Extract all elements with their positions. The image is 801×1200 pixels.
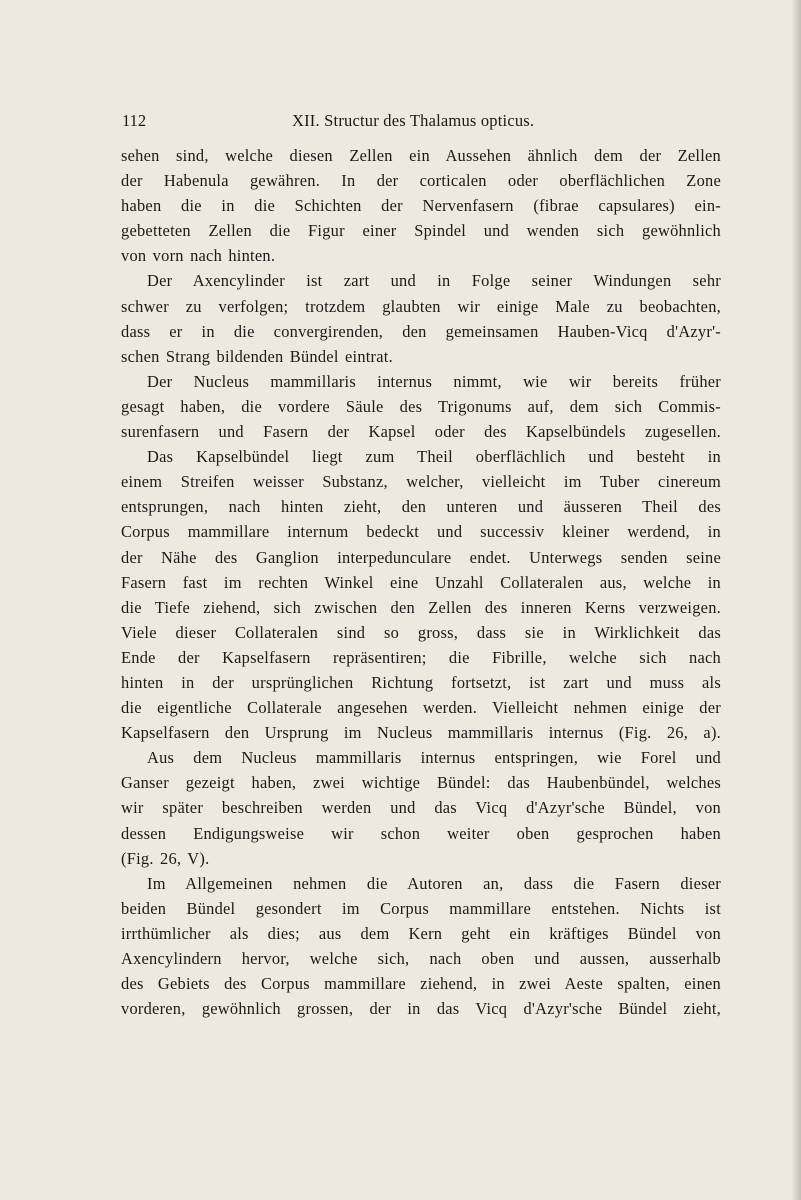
text-line: Der Nucleus mammillaris internus nimmt, wie wir bereits früher bbox=[147, 371, 721, 391]
text-line: schen Strang bildenden Bündel eintrat. bbox=[121, 346, 393, 366]
text-line: Kapselfasern den Ursprung im Nucleus mammillaris internus (Fig. 26, a). bbox=[121, 723, 721, 743]
text-line: Fasern fast im rechten Winkel eine Unzahl Collateralen aus, welche in bbox=[121, 572, 721, 592]
text-line: irrthümlicher als dies; aus dem Kern geht ein kräftiges Bündel von bbox=[121, 923, 721, 943]
text-line: (Fig. 26, V). bbox=[121, 848, 210, 868]
text-line: des Gebiets des Corpus mammillare ziehend, in zwei Aeste spalten, einen bbox=[121, 974, 721, 994]
text-line: einem Streifen weisser Substanz, welcher, vielleicht im Tuber cinereum bbox=[121, 472, 721, 492]
text-line: Ganser gezeigt haben, zwei wichtige Bündel: das Haubenbündel, welches bbox=[121, 773, 721, 793]
page-number: 112 bbox=[122, 111, 147, 130]
text-line: der Habenula gewähren. In der corticalen oder oberflächlichen Zone bbox=[121, 171, 721, 191]
text-line: Der Axencylinder ist zart und in Folge seiner Windungen sehr bbox=[147, 271, 721, 291]
text-line: dessen Endigungsweise wir schon weiter oben gesprochen haben bbox=[121, 823, 721, 843]
text-line: Viele dieser Collateralen sind so gross, dass sie in Wirklichkeit das bbox=[121, 622, 721, 642]
text-line: von vorn nach hinten. bbox=[121, 246, 276, 266]
text-line: hinten in der ursprünglichen Richtung fortsetzt, ist zart und muss als bbox=[121, 672, 721, 692]
text-line: Corpus mammillare internum bedeckt und successiv kleiner werdend, in bbox=[121, 522, 721, 542]
text-line: dass er in die convergirenden, den gemeinsamen Hauben-Vicq d'Azyr'- bbox=[121, 321, 721, 341]
text-line: schwer zu verfolgen; trotzdem glaubten wir einige Male zu beobachten, bbox=[121, 296, 721, 316]
text-line: Aus dem Nucleus mammillaris internus entspringen, wie Forel und bbox=[147, 748, 721, 768]
text-line: surenfasern und Fasern der Kapsel oder des Kapselbündels zugesellen. bbox=[121, 422, 721, 442]
text-line: die eigentliche Collaterale angesehen werden. Vielleicht nehmen einige der bbox=[121, 698, 721, 718]
text-line: Das Kapselbündel liegt zum Theil oberflächlich und besteht in bbox=[147, 447, 721, 467]
text-line: entsprungen, nach hinten zieht, den unteren und äusseren Theil des bbox=[121, 497, 721, 517]
text-line: der Nähe des Ganglion interpedunculare endet. Unterwegs senden seine bbox=[121, 547, 721, 567]
text-line: wir später beschreiben werden und das Vicq d'Azyr'sche Bündel, von bbox=[121, 798, 721, 818]
text-line: haben die in die Schichten der Nervenfasern (fibrae capsulares) ein- bbox=[121, 196, 721, 216]
text-line: Ende der Kapselfasern repräsentiren; die Fibrille, welche sich nach bbox=[121, 647, 721, 667]
page-header bbox=[122, 111, 722, 133]
running-title: XII. Structur des Thalamus opticus. bbox=[292, 111, 535, 130]
text-line: beiden Bündel gesondert im Corpus mammillare entstehen. Nichts ist bbox=[121, 898, 721, 918]
text-line: Im Allgemeinen nehmen die Autoren an, dass die Fasern dieser bbox=[147, 873, 721, 893]
body-text bbox=[121, 143, 721, 1021]
text-line: gesagt haben, die vordere Säule des Trigonums auf, dem sich Commis- bbox=[121, 396, 721, 416]
page-edge-shadow bbox=[791, 0, 801, 1200]
text-line: sehen sind, welche diesen Zellen ein Aussehen ähnlich dem der Zellen bbox=[121, 146, 721, 165]
text-line: die Tiefe ziehend, sich zwischen den Zellen des inneren Kerns verzweigen. bbox=[121, 597, 721, 617]
text-line: gebetteten Zellen die Figur einer Spindel und wenden sich gewöhnlich bbox=[121, 221, 721, 241]
text-line: Axencylindern hervor, welche sich, nach oben und aussen, ausserhalb bbox=[121, 949, 721, 968]
text-line: vorderen, gewöhnlich grossen, der in das Vicq d'Azyr'sche Bündel zieht, bbox=[121, 999, 721, 1019]
